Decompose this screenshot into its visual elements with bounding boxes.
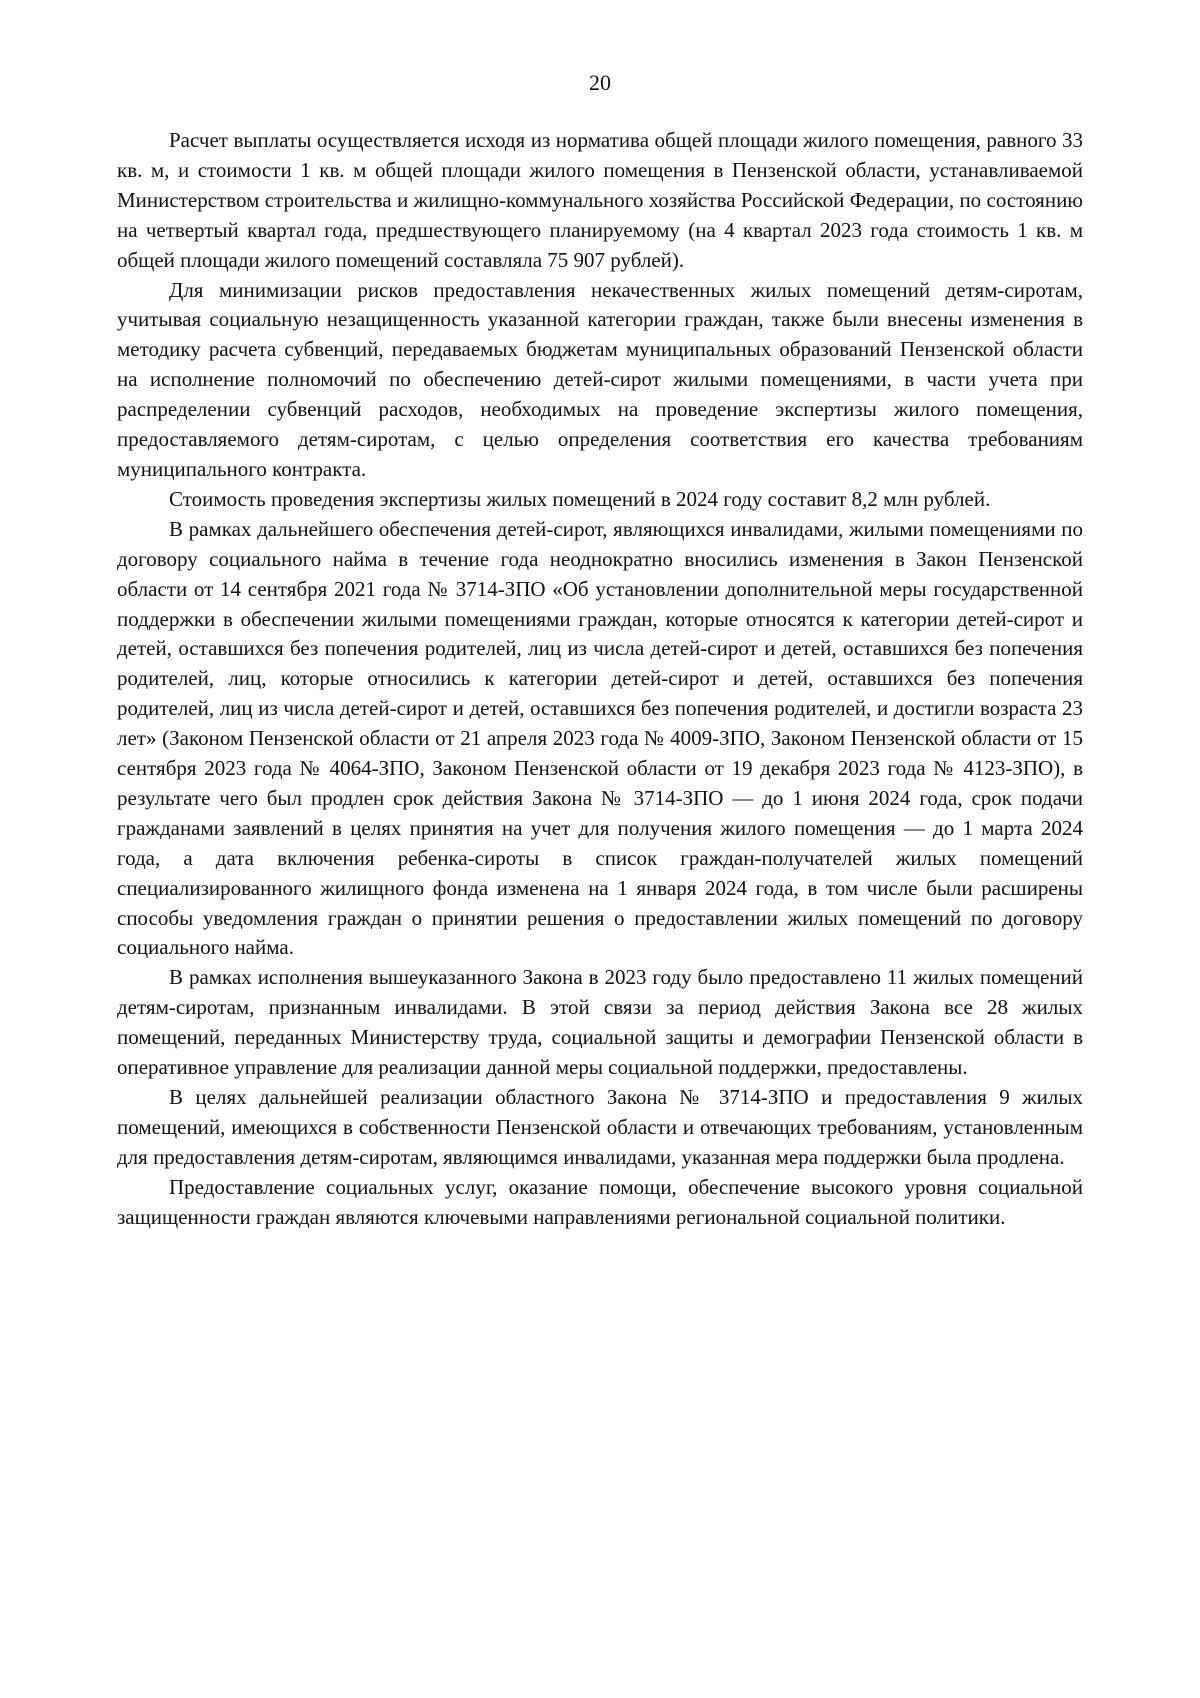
- paragraph: Для минимизации рисков предоставления некачественных жилых помещений детям-сиротам, учитывая социальную незащищенность указанной категории граждан, также были внесены изменения в методику расчета субвенций, передаваемых бюджетам муниципальных образований Пензенской области на исполнение полномочий по обеспечению детей-сирот жилыми помещениями, в части учета при распределении субвенций расходов, необходимых на проведение экспертизы жилого помещения, предоставляемого детям-сиротам, с целью определения соответствия его качества требованиям муниципального контракта.: [117, 277, 1083, 481]
- page-number: 20: [589, 70, 611, 95]
- paragraph: Стоимость проведения экспертизы жилых помещений в 2024 году составит 8,2 млн рублей.: [169, 486, 991, 511]
- paragraph: В рамках дальнейшего обеспечения детей-сирот, являющихся инвалидами, жилыми помещениями по договору социального найма в течение года неоднократно вносились изменения в Закон Пензенской области от 14 сентября 2021 года № 3714-ЗПО «Об установлении дополнительной меры государственной поддержки в обеспечении жилыми помещениями граждан, которые относятся к категории детей-сирот и детей, оставшихся без попечения родителей, лиц из числа детей-сирот и детей, оставшихся без попечения родителей, лиц, которые относились к категории детей-сирот и детей, оставшихся без попечения родителей, лиц из числа детей-сирот и детей, оставшихся без попечения родителей, и достигли возраста 23 лет» (Законом Пензенской области от 21 апреля 2023 года № 4009-ЗПО, Законом Пензенской области от 15 сентября 2023 года № 4064-ЗПО, Законом Пензенской области от 19 декабря 2023 года № 4123-ЗПО), в результате чего был продлен срок действия Закона № 3714-ЗПО — до 1 июня 2024 года, срок подачи гражданами заявлений в целях принятия на учет для получения жилого помещения — до 1 марта 2024 года, а дата включения ребенка-сироты в список граждан-получателей жилых помещений специализированного жилищного фонда изменена на 1 января 2024 года, в том числе были расширены способы уведомления граждан о принятии решения о предоставлении жилых помещений по договору социального найма.: [117, 516, 1083, 960]
- paragraph: В рамках исполнения вышеуказанного Закона в 2023 году было предоставлено 11 жилых помещений детям-сиротам, признанным инвалидами. В этой связи за период действия Закона все 28 жилых помещений, переданных Министерству труда, социальной защиты и демографии Пензенской области в оперативное управление для реализации данной меры социальной поддержки, предоставлены.: [117, 965, 1083, 1080]
- paragraph: В целях дальнейшей реализации областного Закона № 3714-ЗПО и предоставления 9 жилых помещений, имеющихся в собственности Пензенской области и отвечающих требованиям, установленным для предоставления детям-сиротам, являющимся инвалидами, указанная мера поддержки была продлена.: [117, 1085, 1083, 1169]
- paragraph: Предоставление социальных услуг, оказание помощи, обеспечение высокого уровня социальной защищенности граждан являются ключевыми направлениями региональной социальной политики.: [117, 1174, 1083, 1229]
- paragraph: Расчет выплаты осуществляется исходя из норматива общей площади жилого помещения, равного 33 кв. м, и стоимости 1 кв. м общей площади жилого помещения в Пензенской области, устанавливаемой Министерством строительства и жилищно-коммунального хозяйства Российской Федерации, по состоянию на четвертый квартал года, предшествующего планируемому (на 4 квартал 2023 года стоимость 1 кв. м общей площади жилого помещений составляла 75 907 рублей).: [117, 128, 1083, 272]
- document-body: [117, 126, 1083, 1233]
